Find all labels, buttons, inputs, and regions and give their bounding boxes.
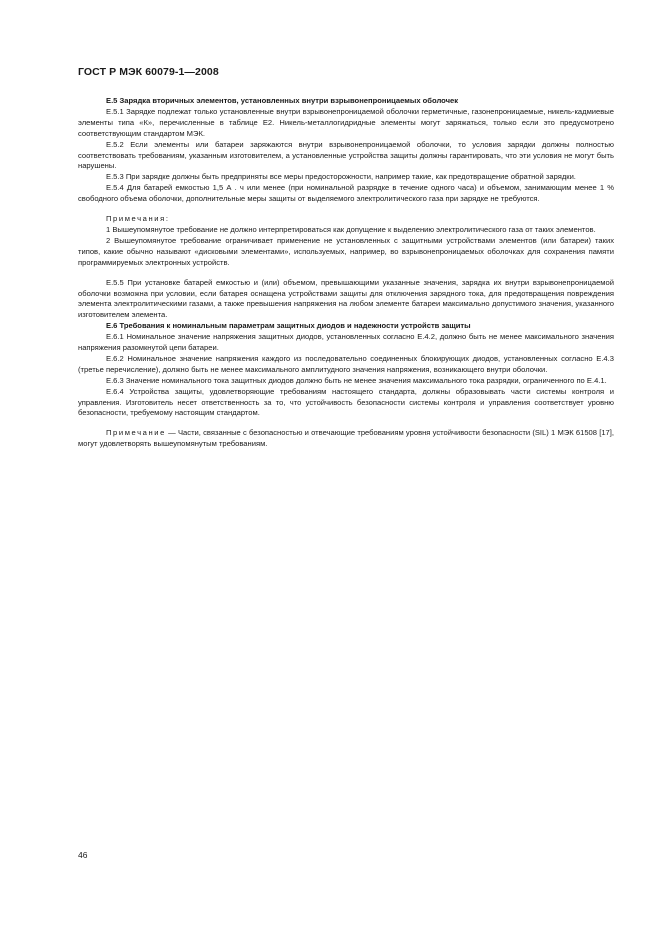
spacer (78, 419, 614, 428)
spacer (78, 205, 614, 214)
notes-label: Примечания: (106, 214, 170, 224)
paragraph-e5-4: Е.5.4 Для батарей емкостью 1,5 А . ч или менее (при номинальной разрядке в течение одного часа) и объемом, занимающим менее 1 % свободного объема оболочки, дополнительные меры защиты от выделяемого электролитического газа при зарядке не требуются. (78, 183, 614, 204)
note-text: — Части, связанные с безопасностью и отвечающие требованиям уровня устойчивости безопасности (SIL) 1 МЭК 61508 [17], могут удовлетворять вышеупомянутым требованиям. (78, 428, 614, 449)
note-1: 1 Вышеупомянутое требование не должно интерпретироваться как допущение к выделению электролитического газа от таких элементов. (106, 224, 596, 234)
document-header: ГОСТ Р МЭК 60079-1—2008 (78, 66, 219, 78)
paragraph-e6-2: Е.6.2 Номинальное значение напряжения каждого из последовательно соединенных блокирующих диодов, установленных согласно Е.4.3 (третье перечисление), должно быть не менее максимального амплитудного значения напряжения, возникающего внутри оболочки. (78, 353, 614, 374)
paragraph-e6-4: Е.6.4 Устройства защиты, удовлетворяющие требованиям настоящего стандарта, должны образовывать части системы контроля и управления. Изготовитель несет ответственность за то, что устойчивость безопасности системы контроля и управления соответствует уровню безопасности, требуемому настоящим стандартом. (78, 386, 614, 418)
note-2: 2 Вышеупомянутое требование ограничивает применение не установленных с защитными устройствами элементов (или батареи) таких типов, какие обычно называют «дисковыми элементами», используемых, например, во взрывонепроницаемых оболочках для сохранения памяти программируемых электронных устройств. (78, 235, 614, 267)
section-heading-e6: Е.6 Требования к номинальным параметрам защитных диодов и надежности устройств защиты (106, 321, 471, 331)
note-label: Примечание (106, 428, 166, 438)
page-number: 46 (78, 850, 88, 860)
note-e6 (78, 428, 614, 450)
paragraph-e5-3: Е.5.3 При зарядке должны быть предприняты все меры предосторожности, например такие, как предотвращение обратной зарядки. (106, 172, 576, 182)
paragraph-e6-1: Е.6.1 Номинальное значение напряжения защитных диодов, установленных согласно Е.4.2, должно быть не менее максимального значения напряжения разомкнутой цепи батареи. (78, 332, 614, 353)
paragraph-e6-3: Е.6.3 Значение номинального тока защитных диодов должно быть не менее значения максимального тока разрядки, ограниченного по Е.4.1. (106, 375, 607, 385)
spacer (78, 269, 614, 278)
document-body (78, 96, 614, 450)
paragraph-e5-5: Е.5.5 При установке батарей емкостью и (или) объемом, превышающими указанные значения, зарядка их внутри взрывонепроницаемой оболочки возможна при условии, если батарея оснащена устройствами защиты для отключения зарядного тока, для предотвращения повреждения элемента электролитическими газами, а также превышения напряжения на любом элементе батареи максимально допустимого значения, указанного изготовителем элемента. (78, 277, 614, 320)
section-heading-e5: Е.5 Зарядка вторичных элементов, установленных внутри взрывонепроницаемых оболочек (106, 96, 459, 105)
paragraph-e5-1: Е.5.1 Зарядке подлежат только установленные внутри взрывонепроницаемой оболочки герметичные, газонепроницаемые, никель-кадмиевые элементы типа «К», перечисленные в таблице Е2. Никель-металлогидридные элементы могут заряжаться, только если это предусмотрено соответствующим стандартом МЭК. (78, 106, 614, 138)
paragraph-e5-2: Е.5.2 Если элементы или батареи заряжаются внутри взрывонепроницаемой оболочки, то условия зарядки должны полностью соответствовать требованиям, указанным изготовителем, а установленные устройства защиты должны гарантировать, что эти условия не могут быть нарушены. (78, 139, 614, 171)
